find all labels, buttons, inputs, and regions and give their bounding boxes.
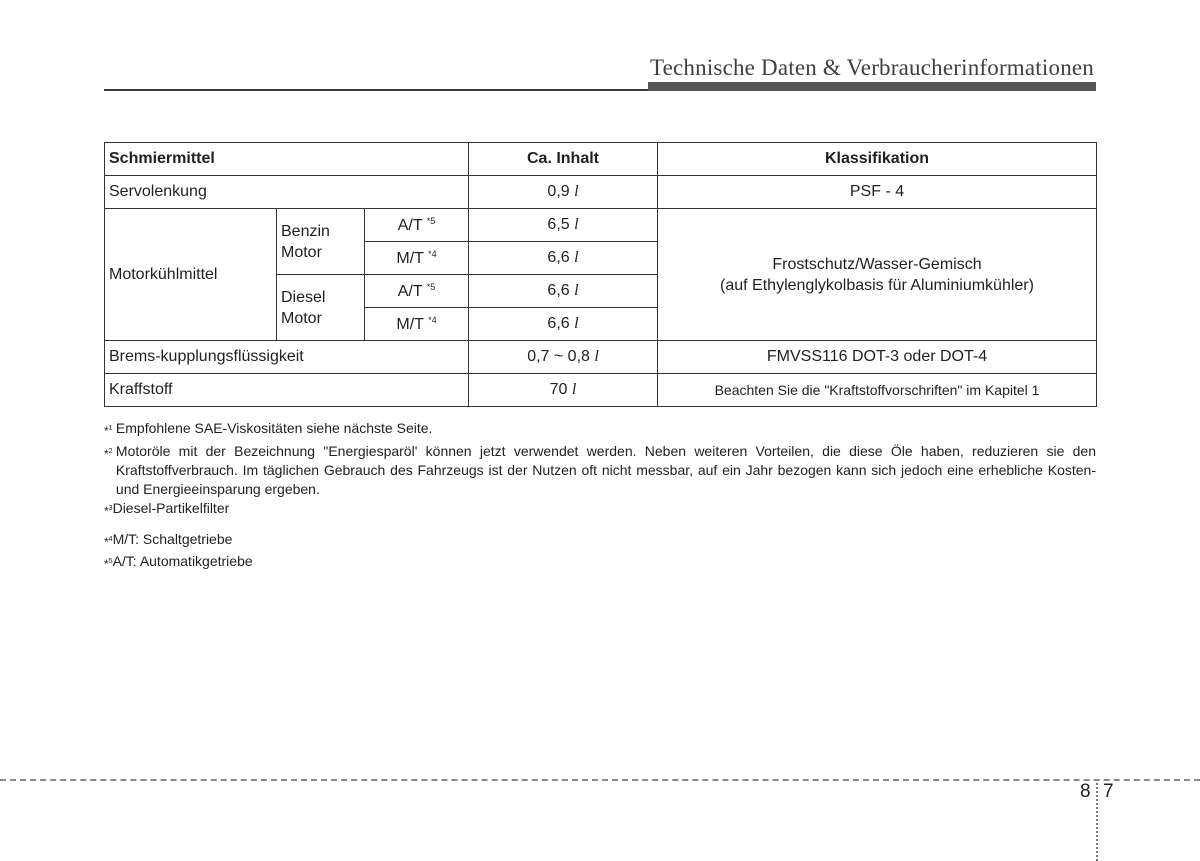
header-rule [104, 89, 648, 91]
page-header-title: Technische Daten & Verbraucherinformationen [649, 55, 1094, 80]
row-fuel-name: Kraffstoff [105, 374, 469, 407]
lubricant-table [104, 142, 1097, 407]
footer-divider [0, 779, 1200, 781]
table-header-row [105, 143, 1097, 176]
row-coolant-benzin-at-capacity: 6,5 l [469, 209, 658, 242]
row-brake-name: Brems-kupplungsflüssigkeit [105, 341, 469, 374]
footnote-text: Motoröle mit der Bezeichnung "Energiesparöl' können jetzt verwendet werden. Neben weiteren Vorteilen, die diese Öle haben, reduzieren sie den Kraftstoffverbrauch. Im täglichen Gebrauch des Fahrzeugs ist der Nutzen oft nicht messbar, auf ein Jahr bezogen kann sich jedoch eine erhebliche Kosten- und Energieeinsparung ergeben. [115, 443, 1096, 497]
row-coolant-benzin-mt-capacity: 6,6 l [469, 242, 658, 275]
header-lubricant: Schmiermittel [105, 143, 469, 176]
footnote-text: M/T: Schaltgetriebe [112, 531, 233, 547]
row-fuel-capacity: 70 l [469, 374, 658, 407]
row-coolant-diesel: Diesel Motor [277, 275, 365, 341]
footnotes [104, 419, 1096, 574]
row-coolant-diesel-mt-capacity: 6,6 l [469, 308, 658, 341]
footnote-text: A/T: Automatikgetriebe [112, 553, 253, 569]
row-coolant-class [658, 209, 1097, 341]
footnote [104, 499, 1096, 521]
row-coolant-diesel-at: A/T $^{*5}$ [365, 275, 469, 308]
row-brake-class: FMVSS116 DOT-3 oder DOT-4 [658, 341, 1097, 374]
footnote [104, 419, 1096, 441]
footnote-text: Diesel-Partikelfilter [112, 500, 230, 516]
footnote [104, 442, 1096, 499]
chapter-number: 8 [1080, 781, 1091, 802]
header-classification: Klassifikation [658, 143, 1097, 176]
row-brake-capacity: 0,7 ~ 0,8 l [469, 341, 658, 374]
footnote-mark: *$^3$ [104, 504, 113, 518]
footnote-mark: *$^4$ [104, 535, 113, 549]
header-capacity: Ca. Inhalt [469, 143, 658, 176]
row-coolant-diesel-mt: M/T $^{*4}$ [365, 308, 469, 341]
coolant-class-line2: (auf Ethylenglykolbasis für Aluminiumkühler) [720, 276, 1034, 294]
row-coolant-benzin-mt: M/T $^{*4}$ [365, 242, 469, 275]
footnote-mark: *$^5$ [104, 557, 113, 571]
header-rule-bar [648, 82, 1096, 91]
footnote [104, 552, 1096, 574]
footnote [104, 530, 1096, 552]
page-number-divider [1096, 783, 1099, 861]
row-fuel-class: Beachten Sie die "Kraftstoffvorschriften" im Kapitel 1 [658, 374, 1097, 407]
row-coolant-benzin-at: A/T $^{*5}$ [365, 209, 469, 242]
footnote-mark: *$^1$ [104, 424, 113, 438]
coolant-class-line1: Frostschutz/Wasser-Gemisch [772, 255, 982, 273]
table-row [105, 374, 1097, 407]
row-servo-name: Servolenkung [105, 176, 469, 209]
table-row [105, 176, 1097, 209]
row-servo-capacity: 0,9 l [469, 176, 658, 209]
table-row [105, 341, 1097, 374]
row-servo-class: PSF - 4 [658, 176, 1097, 209]
footnote-mark: *$^2$ [104, 447, 113, 461]
row-coolant-benzin: Benzin Motor [277, 209, 365, 275]
table-row [105, 209, 1097, 242]
row-coolant-diesel-at-capacity: 6,6 l [469, 275, 658, 308]
footnote-text: Empfohlene SAE-Viskositäten siehe nächste Seite. [115, 420, 433, 436]
row-coolant-name: Motorkühlmittel [105, 209, 277, 341]
page-number: 7 [1103, 781, 1114, 802]
